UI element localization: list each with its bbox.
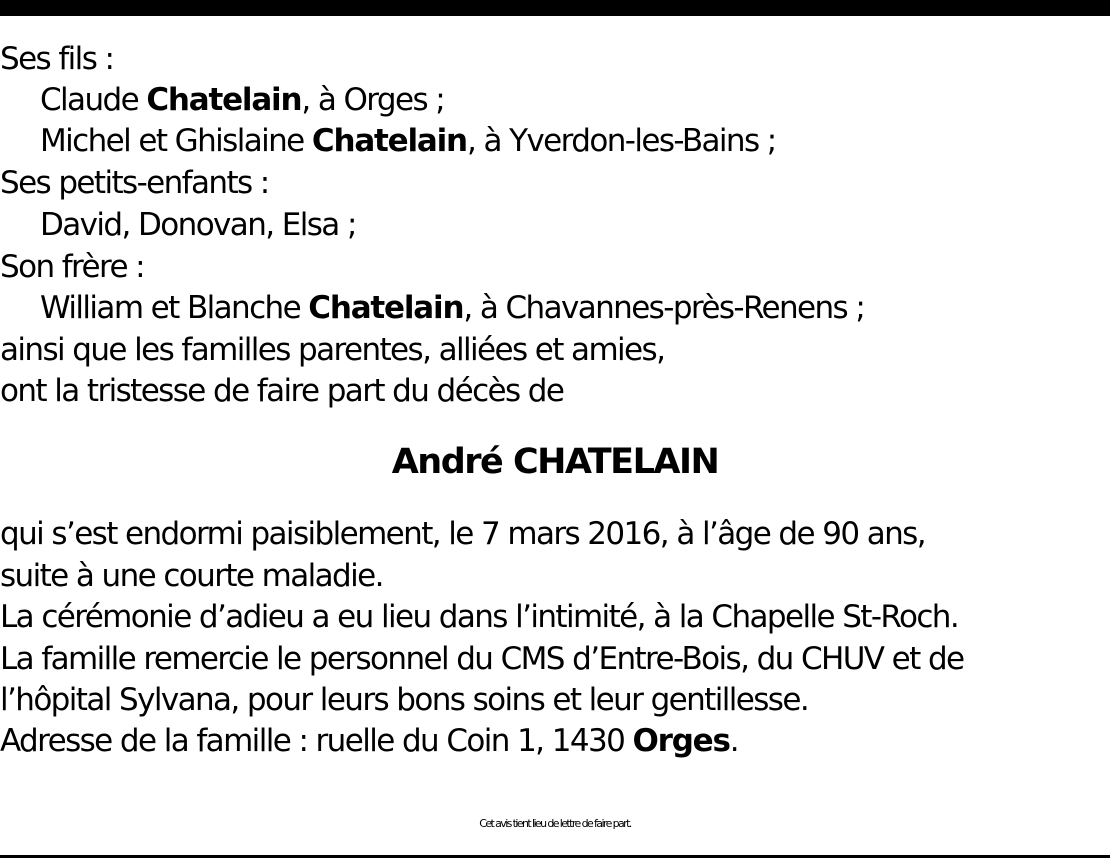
son-surname: Chatelain	[146, 82, 302, 118]
relatives-line: ainsi que les familles parentes, alliées et amies,	[0, 332, 665, 368]
details-line-2: suite à une courte maladie.	[0, 558, 383, 594]
son-entry-michel	[40, 120, 776, 162]
details-line-4: La famille remercie le personnel du CMS d’Entre-Bois, du CHUV et de	[0, 641, 964, 677]
family-address	[0, 720, 738, 762]
bottom-border-rule	[0, 855, 1110, 858]
address-text: Adresse de la famille : ruelle du Coin 1, 1430	[0, 723, 633, 759]
son-entry-claude	[40, 79, 444, 121]
details-line-5: l’hôpital Sylvana, pour leurs bons soins et leur gentillesse.	[0, 682, 809, 718]
brother-first-name: William et Blanche	[40, 290, 309, 326]
son-first-name: Michel et Ghislaine	[40, 123, 312, 159]
son-place: , à Yverdon-les-Bains ;	[466, 123, 776, 159]
brother-heading: Son frère :	[0, 249, 145, 285]
details-line-3: La cérémonie d’adieu a eu lieu dans l’intimité, à la Chapelle St-Roch.	[0, 599, 959, 635]
address-period: .	[729, 723, 739, 759]
top-border-rule	[0, 0, 1110, 16]
brother-surname: Chatelain	[308, 290, 464, 326]
son-surname: Chatelain	[311, 123, 467, 159]
address-town: Orges	[632, 723, 730, 759]
son-first-name: Claude	[40, 82, 147, 118]
announcement-line: ont la tristesse de faire part du décès de	[0, 373, 564, 409]
grandchildren-heading: Ses petits-enfants :	[0, 165, 269, 201]
deceased-name: André CHATELAIN	[391, 442, 719, 482]
brother-entry	[40, 287, 864, 329]
sons-heading: Ses fils :	[0, 41, 114, 77]
son-place: , à Orges ;	[301, 82, 445, 118]
details-line-1: qui s’est endormi paisiblement, le 7 mars 2016, à l’âge de 90 ans,	[0, 516, 925, 552]
grandchildren-names: David, Donovan, Elsa ;	[40, 207, 356, 243]
brother-place: , à Chavannes-près-Renens ;	[463, 290, 865, 326]
footer-note: Cet avis tient lieu de lettre de faire part.	[479, 817, 631, 830]
